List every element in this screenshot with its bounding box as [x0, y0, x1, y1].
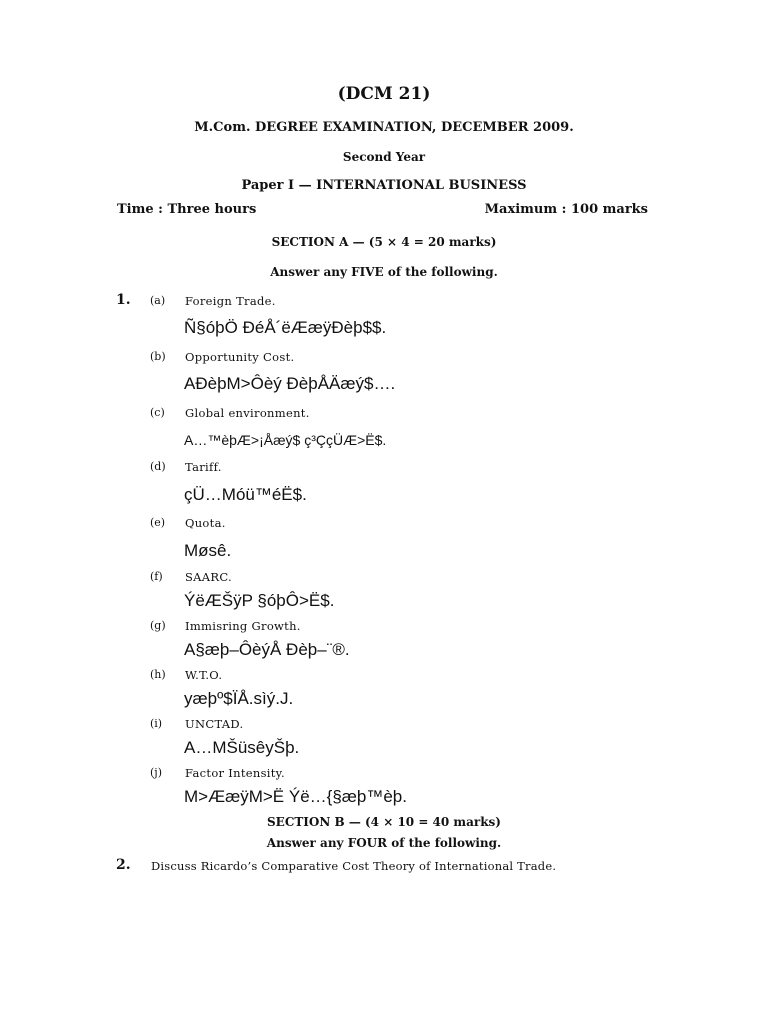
item-english: Foreign Trade.: [185, 294, 276, 308]
max-marks-label: Maximum : 100 marks: [484, 202, 648, 217]
item-label: (g): [150, 619, 166, 632]
item-english: SAARC.: [185, 570, 232, 584]
item-label: (b): [150, 350, 166, 363]
paper-code: (DCM 21): [337, 84, 431, 104]
time-label: Time : Three hours: [117, 202, 257, 217]
item-label: (f): [150, 570, 163, 583]
section-b-title: SECTION B — (4 × 10 = 40 marks): [267, 815, 501, 829]
item-english: Quota.: [185, 516, 226, 530]
item-regional: ÝëÆŠÿP §óþÔ>Ë$.: [184, 591, 335, 610]
item-label: (d): [150, 460, 166, 473]
item-regional: Ñ§óþÖ ÐéÅ´ëÆæÿÐèþ$$.: [184, 318, 387, 337]
question-number: 2.: [116, 857, 131, 873]
item-english: Opportunity Cost.: [185, 350, 295, 364]
section-b-instruction: Answer any FOUR of the following.: [266, 836, 502, 850]
question-text: Discuss Ricardo’s Comparative Cost Theory of International Trade.: [151, 859, 557, 873]
item-label: (a): [150, 294, 166, 307]
item-regional: Møsê.: [184, 541, 232, 560]
item-regional: M>ÆæÿM>Ë Ýë…{§æþ™èþ.: [184, 787, 407, 806]
item-english: Immisring Growth.: [185, 619, 301, 633]
item-regional: A…™èþÆ>¡Åæý$ ç³ÇçÜÆ>Ë$.: [184, 432, 387, 448]
item-english: UNCTAD.: [185, 717, 244, 731]
item-english: Tariff.: [185, 460, 222, 474]
item-label: (i): [150, 717, 163, 730]
item-label: (e): [150, 516, 166, 529]
item-regional: A…MŠüsêyŠþ.: [184, 738, 300, 757]
item-english: Global environment.: [185, 406, 310, 420]
section-a-title: SECTION A — (5 × 4 = 20 marks): [271, 235, 497, 249]
year-label: Second Year: [342, 150, 426, 164]
item-label: (h): [150, 668, 166, 681]
item-english: W.T.O.: [185, 668, 223, 682]
section-a-instruction: Answer any FIVE of the following.: [270, 265, 498, 279]
question-number: 1.: [116, 292, 131, 308]
item-english: Factor Intensity.: [185, 766, 285, 780]
item-regional: yæþº$ÏÅ.sìý.J.: [184, 689, 294, 708]
paper-title: Paper I — INTERNATIONAL BUSINESS: [241, 178, 527, 193]
item-regional: AÐèþM>Ôèý ÐèþÅÄæý$….: [184, 374, 396, 393]
item-label: (c): [150, 406, 165, 419]
item-label: (j): [150, 766, 162, 779]
item-regional: çÜ…Móü™éË$.: [184, 485, 307, 504]
exam-title: M.Com. DEGREE EXAMINATION, DECEMBER 2009.: [194, 120, 574, 135]
item-regional: A§æþ–ÔèýÅ Ðèþ–¨®.: [184, 640, 350, 659]
